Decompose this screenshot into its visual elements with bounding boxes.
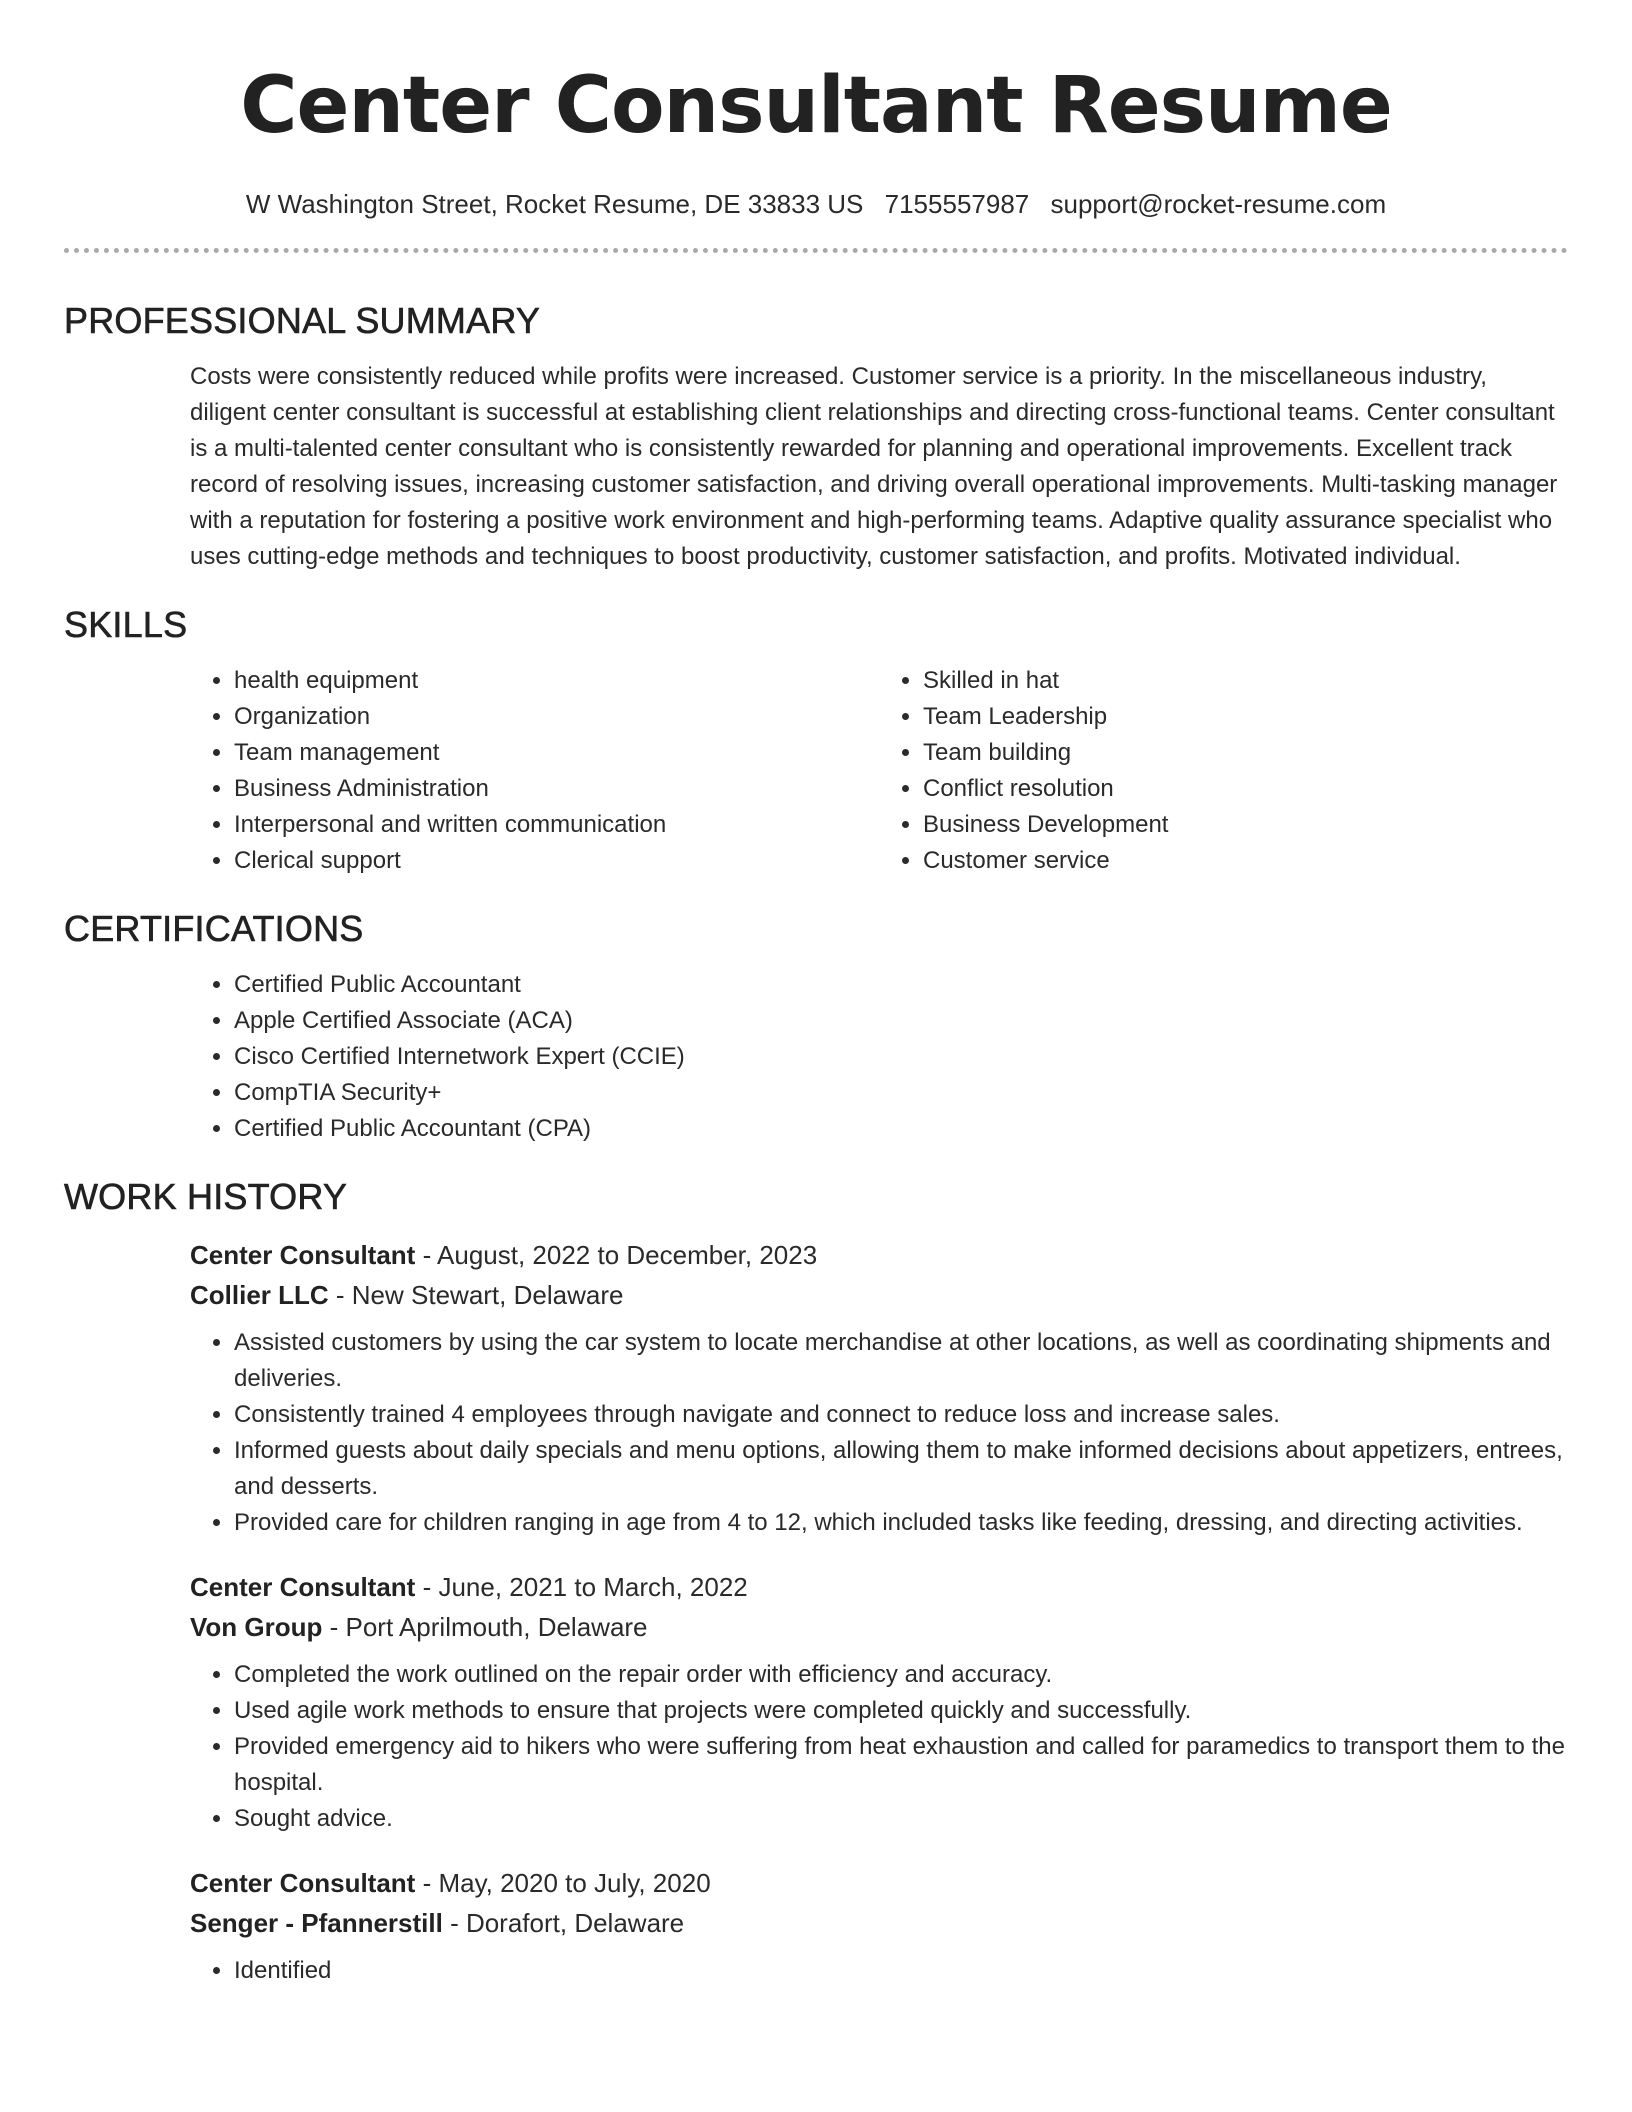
job-bullet: • Identified xyxy=(234,1953,1568,1989)
skill-item: • Conflict resolution xyxy=(923,771,1568,807)
skill-item: • Skilled in hat xyxy=(923,663,1568,699)
resume-header xyxy=(64,0,1568,224)
skill-item: • health equipment xyxy=(234,663,879,699)
contact-line xyxy=(64,184,1568,224)
certifications-section xyxy=(64,905,1568,1147)
work-history-heading: WORK HISTORY xyxy=(64,1176,348,1217)
skills-heading: SKILLS xyxy=(64,604,188,645)
job-bullet: • Consistently trained 4 employees through navigate and connect to reduce loss and increase sales. xyxy=(234,1397,1568,1433)
job-bullets xyxy=(190,1953,1568,1989)
summary-section xyxy=(64,297,1568,575)
certification-item: • Cisco Certified Internetwork Expert (CCIE) xyxy=(234,1039,1568,1075)
job-bullet: • Sought advice. xyxy=(234,1801,1568,1837)
job-company-line xyxy=(190,1275,1568,1315)
skill-item: • Team building xyxy=(923,735,1568,771)
job-title-line xyxy=(190,1567,1568,1607)
job-bullets xyxy=(190,1657,1568,1837)
job-company: Collier LLC xyxy=(190,1280,329,1310)
skills-section xyxy=(64,601,1568,879)
job-entry xyxy=(190,1863,1568,1989)
contact-address: W Washington Street, Rocket Resume, DE 33833 US xyxy=(245,189,864,219)
job-title: Center Consultant xyxy=(190,1572,416,1602)
summary-text: Costs were consistently reduced while profits were increased. Customer service is a priority. In the miscellaneous industry, diligent center consultant is successful at establishing client relationships and directing cross-functional teams. Center consultant is a multi-talented center consultant who is consistently rewarded for planning and operational improvements. Excellent track record of resolving issues, increasing customer satisfaction, and driving overall operational improvements. Multi-tasking manager with a reputation for fostering a positive work environment and high-performing teams. Adaptive quality assurance specialist who uses cutting-edge methods and techniques to boost productivity, customer satisfaction, and profits. Motivated individual. xyxy=(190,363,1558,570)
job-bullet: • Used agile work methods to ensure that projects were completed quickly and successfully. xyxy=(234,1693,1568,1729)
job-company: Von Group xyxy=(190,1612,323,1642)
skill-item: • Business Development xyxy=(923,807,1568,843)
job-location: - New Stewart, Delaware xyxy=(328,1280,624,1310)
certification-item: • Apple Certified Associate (ACA) xyxy=(234,1003,1568,1039)
skill-item: • Clerical support xyxy=(234,843,879,879)
job-company-line xyxy=(190,1607,1568,1647)
summary-heading: PROFESSIONAL SUMMARY xyxy=(64,300,541,341)
skill-item: • Customer service xyxy=(923,843,1568,879)
skills-list-left xyxy=(190,663,879,879)
skill-item: • Interpersonal and written communication xyxy=(234,807,879,843)
job-title-line xyxy=(190,1235,1568,1275)
job-location: - Port Aprilmouth, Delaware xyxy=(322,1612,648,1642)
job-bullet: • Provided emergency aid to hikers who were suffering from heat exhaustion and called for paramedics to transport them to the hospital. xyxy=(234,1729,1568,1801)
job-bullets xyxy=(190,1325,1568,1541)
job-bullet: • Provided care for children ranging in age from 4 to 12, which included tasks like feeding, dressing, and directing activities. xyxy=(234,1505,1568,1541)
job-dates: - June, 2021 to March, 2022 xyxy=(415,1572,748,1602)
skill-item: • Business Administration xyxy=(234,771,879,807)
certifications-body xyxy=(190,967,1568,1147)
summary-body xyxy=(190,359,1568,575)
work-history-section xyxy=(64,1173,1568,1989)
skill-item: • Organization xyxy=(234,699,879,735)
job-bullet: • Completed the work outlined on the repair order with efficiency and accuracy. xyxy=(234,1657,1568,1693)
certifications-list xyxy=(190,967,1568,1147)
certification-item: • Certified Public Accountant (CPA) xyxy=(234,1111,1568,1147)
job-company-line xyxy=(190,1903,1568,1943)
job-entry xyxy=(190,1567,1568,1837)
skill-item: • Team Leadership xyxy=(923,699,1568,735)
job-title: Center Consultant xyxy=(190,1240,416,1270)
header-divider xyxy=(64,248,1568,253)
job-dates: - May, 2020 to July, 2020 xyxy=(415,1868,711,1898)
job-title-line xyxy=(190,1863,1568,1903)
contact-phone: 7155557987 xyxy=(884,189,1030,219)
certification-item: • Certified Public Accountant xyxy=(234,967,1568,1003)
contact-email: support@rocket-resume.com xyxy=(1050,189,1387,219)
job-company: Senger - Pfannerstill xyxy=(190,1908,443,1938)
certification-item: • CompTIA Security+ xyxy=(234,1075,1568,1111)
job-bullet: • Informed guests about daily specials and menu options, allowing them to make informed decisions about appetizers, entrees, and desserts. xyxy=(234,1433,1568,1505)
page-title: Center Consultant Resume xyxy=(240,61,1392,151)
job-dates: - August, 2022 to December, 2023 xyxy=(415,1240,818,1270)
job-bullet: • Assisted customers by using the car system to locate merchandise at other locations, as well as coordinating shipments and deliveries. xyxy=(234,1325,1568,1397)
job-title: Center Consultant xyxy=(190,1868,416,1898)
certifications-heading: CERTIFICATIONS xyxy=(64,908,364,949)
skill-item: • Team management xyxy=(234,735,879,771)
job-location: - Dorafort, Delaware xyxy=(442,1908,685,1938)
job-entry xyxy=(190,1235,1568,1541)
skills-grid xyxy=(190,663,1568,879)
work-history-body xyxy=(190,1235,1568,1989)
skills-list-right xyxy=(879,663,1568,879)
